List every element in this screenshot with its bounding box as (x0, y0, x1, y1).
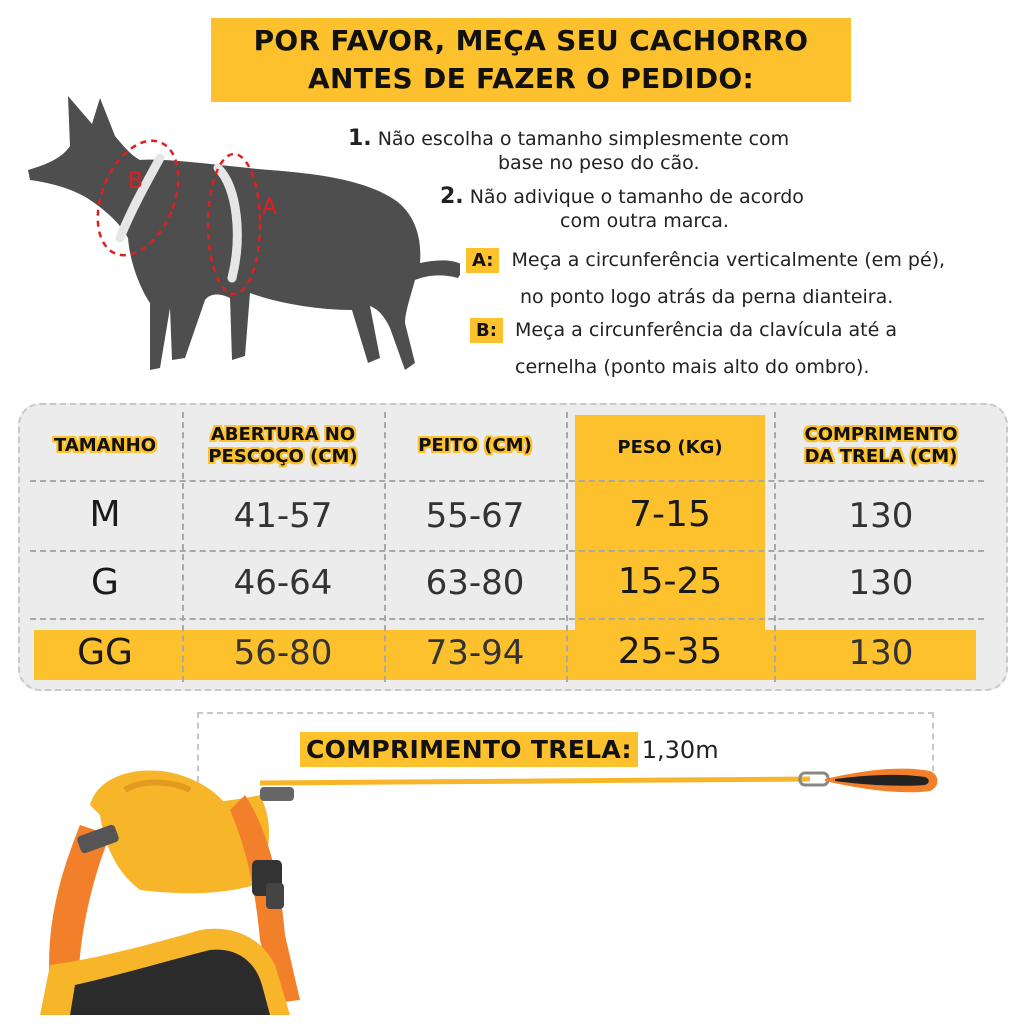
instruction-1-number: 1. (348, 126, 372, 151)
table-cell-size: M (89, 494, 121, 535)
leash-icon (260, 769, 938, 793)
leash-length-label (300, 732, 719, 767)
instruction-1-line-2: base no peso do cão. (498, 152, 700, 174)
instruction-b-line-1: B: Meça a circunferência da clavícula até a (470, 318, 897, 343)
table-cell-leash: 130 (848, 563, 914, 603)
instruction-b-line-2: cernelha (ponto mais alto do ombro). (515, 356, 870, 378)
table-divider (566, 412, 568, 682)
header-leash: COMPRIMENTO DA TRELA (CM) (804, 424, 958, 467)
instruction-a-line-1: A: Meça a circunferência verticalmente (em pé), (466, 248, 945, 273)
header-weight: PESO (KG) (617, 437, 723, 458)
leash-length-title: COMPRIMENTO TRELA: (300, 732, 638, 767)
dog-harness-icon (40, 770, 300, 1015)
instruction-b-tag: B: (470, 318, 503, 343)
instruction-2-line-1: 2. Não adivique o tamanho de acordo (440, 184, 804, 209)
instruction-a-line-2: no ponto logo atrás da perna dianteira. (520, 286, 894, 308)
instruction-2-number: 2. (440, 184, 464, 209)
table-cell-size: G (91, 562, 119, 603)
harness-illustration (30, 765, 940, 1015)
instruction-1-line-1: 1. Não escolha o tamanho simplesmente com (348, 126, 790, 151)
table-cell-size: GG (77, 632, 133, 673)
table-cell-chest: 63-80 (425, 563, 525, 603)
table-cell-weight: 15-25 (617, 561, 723, 602)
banner-line-2: ANTES DE FAZER O PEDIDO: (308, 62, 754, 95)
table-divider (30, 480, 984, 482)
table-divider (30, 550, 984, 552)
banner-line-1: POR FAVOR, MEÇA SEU CACHORRO (253, 24, 809, 57)
table-divider (30, 618, 984, 620)
table-cell-chest: 73-94 (425, 633, 525, 673)
header-neck: ABERTURA NO PESCOÇO (CM) (208, 424, 358, 467)
label-b: B (128, 169, 144, 194)
header-size: TAMANHO (53, 435, 157, 456)
instruction-a-tag: A: (466, 248, 499, 273)
table-cell-neck: 41-57 (233, 496, 333, 536)
label-a: A (262, 195, 278, 220)
leash-length-value: 1,30m (641, 736, 719, 764)
table-cell-weight: 7-15 (629, 494, 711, 535)
table-cell-leash: 130 (848, 496, 914, 536)
table-cell-leash: 130 (848, 633, 914, 673)
table-cell-chest: 55-67 (425, 496, 525, 536)
table-cell-neck: 46-64 (233, 563, 333, 603)
table-cell-weight: 25-35 (617, 631, 723, 672)
instruction-2-line-2: com outra marca. (560, 210, 729, 232)
header-chest: PEITO (CM) (418, 435, 532, 456)
table-cell-neck: 56-80 (233, 633, 333, 673)
